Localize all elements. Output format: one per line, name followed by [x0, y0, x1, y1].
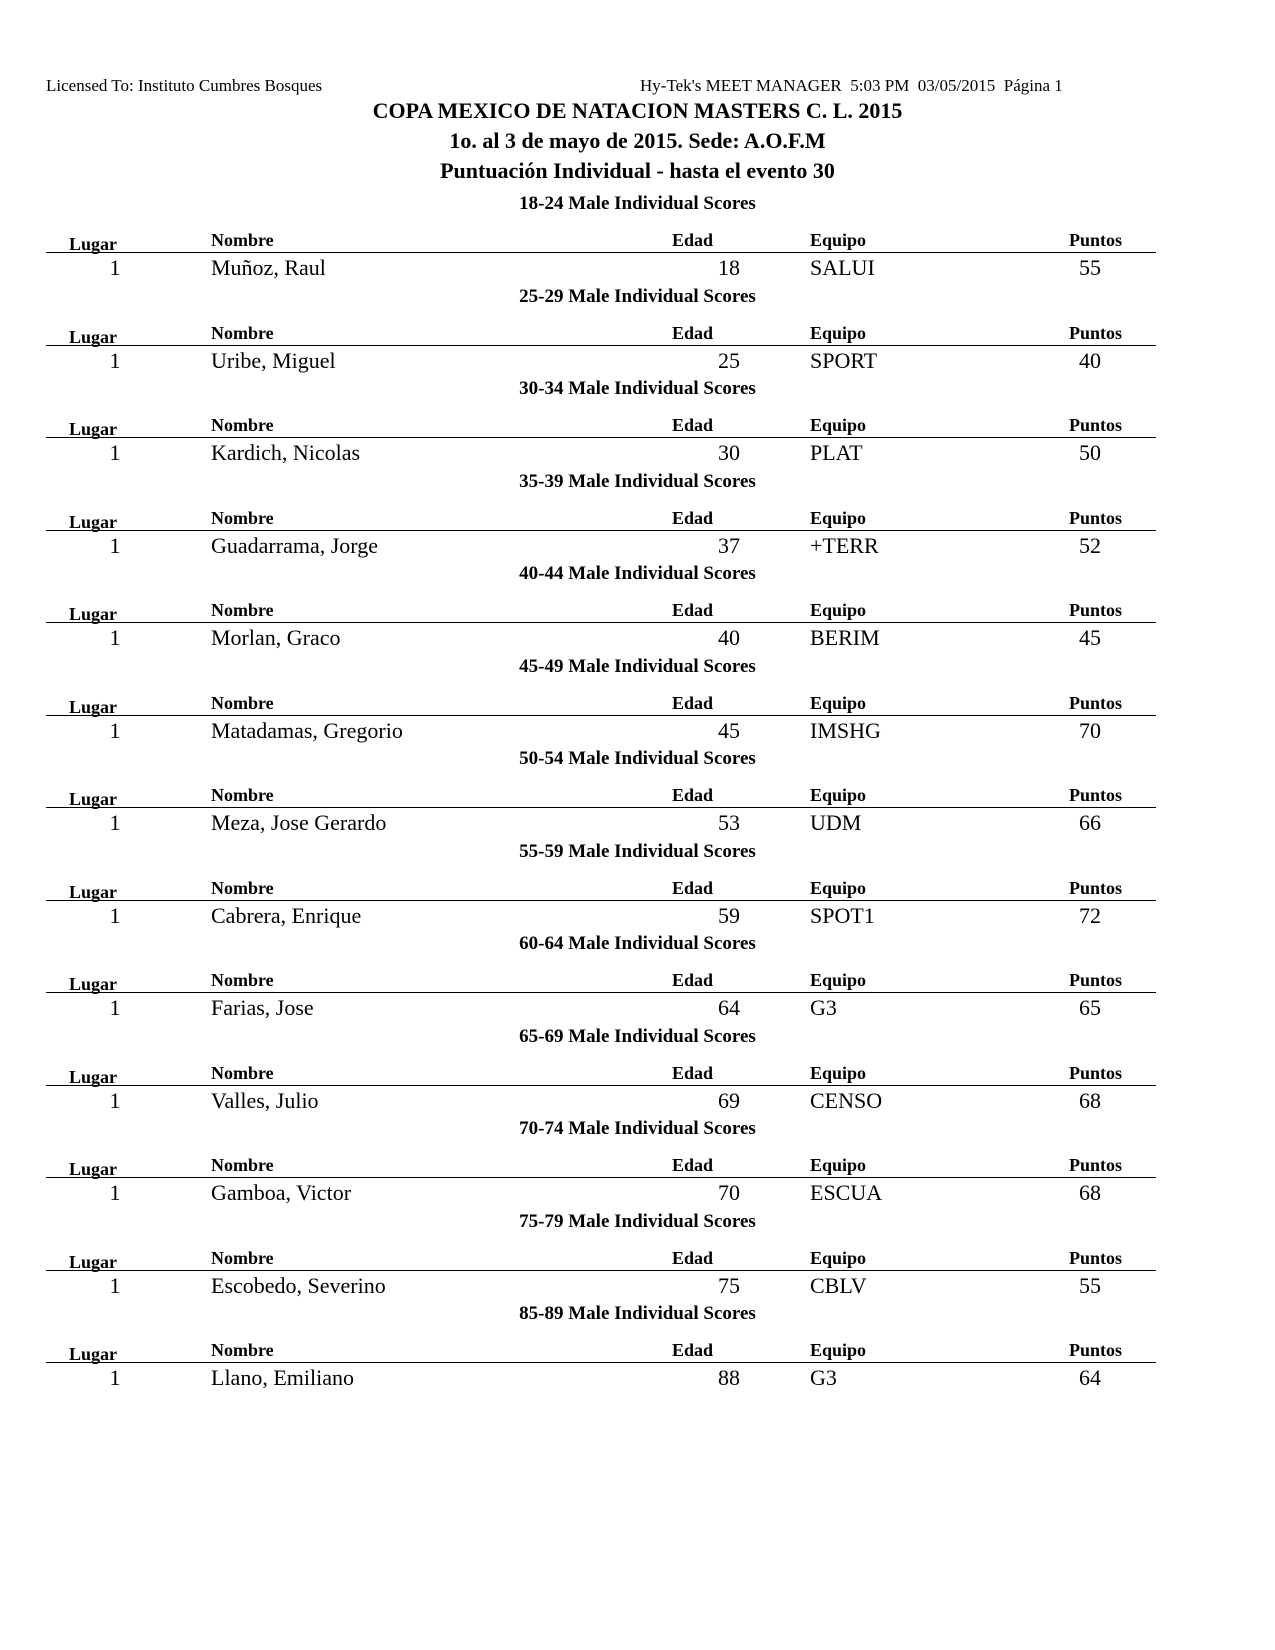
cell-lugar: 1 [109, 995, 121, 1020]
section-title: 30-34 Male Individual Scores [519, 378, 756, 399]
score-sections [0, 193, 1275, 1396]
col-header-edad: Edad [672, 692, 714, 713]
age-group-section [0, 1211, 1275, 1304]
col-header-puntos: Puntos [1069, 785, 1123, 805]
age-group-section [0, 748, 1275, 841]
header-rule [46, 1362, 1156, 1363]
col-header-nombre: Nombre [211, 415, 274, 435]
cell-equipo: ESCUA [810, 1180, 883, 1205]
col-header-equipo: Equipo [810, 1155, 867, 1175]
col-header-nombre: Nombre [211, 1062, 274, 1083]
cell-nombre: Cabrera, Enrique [211, 902, 362, 928]
col-header-puntos: Puntos [1069, 1155, 1123, 1175]
section-title: 65-69 Male Individual Scores [519, 1025, 756, 1047]
age-group-section [0, 933, 1275, 1026]
col-header-equipo: Equipo [810, 970, 867, 990]
col-header-edad: Edad [672, 877, 714, 898]
age-group-section [0, 656, 1275, 749]
section-title: 45-49 Male Individual Scores [519, 655, 756, 677]
section-title: 25-29 Male Individual Scores [519, 285, 756, 307]
col-header-lugar: Lugar [69, 326, 118, 347]
col-header-lugar: Lugar [69, 789, 118, 809]
header-rule [46, 1177, 1156, 1178]
cell-equipo: G3 [810, 1365, 837, 1390]
col-header-equipo: Equipo [810, 692, 867, 713]
col-header-lugar: Lugar [69, 234, 118, 254]
cell-puntos: 68 [1079, 1180, 1101, 1205]
header-rule [46, 345, 1156, 346]
col-header-edad: Edad [672, 1155, 714, 1175]
section-title: 70-74 Male Individual Scores [519, 1118, 756, 1139]
cell-puntos: 68 [1079, 1087, 1101, 1113]
col-header-equipo: Equipo [810, 415, 867, 435]
col-header-edad: Edad [672, 785, 714, 805]
meet-dates: 1o. al 3 de mayo de 2015. Sede: A.O.F.M [449, 128, 826, 153]
header-rule [46, 622, 1156, 623]
col-header-puntos: Puntos [1069, 970, 1123, 990]
cell-lugar: 1 [109, 440, 121, 465]
cell-nombre: Matadamas, Gregorio [211, 717, 403, 743]
cell-nombre: Escobedo, Severino [211, 1272, 386, 1298]
age-group-section [0, 378, 1275, 471]
col-header-equipo: Equipo [810, 1340, 867, 1360]
col-header-equipo: Equipo [810, 1062, 867, 1083]
cell-equipo: UDM [810, 810, 862, 835]
col-header-nombre: Nombre [211, 692, 274, 713]
header-rule [46, 807, 1156, 808]
cell-edad: 40 [718, 625, 740, 650]
cell-equipo: SPORT [810, 347, 878, 373]
col-header-puntos: Puntos [1069, 415, 1123, 435]
cell-edad: 18 [718, 255, 740, 280]
col-header-edad: Edad [672, 1062, 714, 1083]
section-title: 35-39 Male Individual Scores [519, 470, 756, 492]
col-header-equipo: Equipo [810, 1247, 867, 1268]
col-header-edad: Edad [672, 600, 714, 620]
col-header-puntos: Puntos [1069, 1247, 1123, 1268]
cell-edad: 25 [718, 347, 740, 373]
age-group-section [0, 563, 1275, 656]
cell-edad: 75 [718, 1272, 740, 1298]
cell-nombre: Valles, Julio [211, 1087, 319, 1113]
section-title: 18-24 Male Individual Scores [519, 193, 756, 214]
header-rule [46, 715, 1156, 716]
cell-lugar: 1 [109, 532, 121, 558]
col-header-equipo: Equipo [810, 600, 867, 620]
cell-lugar: 1 [109, 717, 121, 743]
col-header-lugar: Lugar [69, 511, 118, 532]
col-header-puntos: Puntos [1069, 507, 1123, 528]
col-header-lugar: Lugar [69, 881, 118, 902]
cell-puntos: 55 [1079, 255, 1101, 280]
cell-nombre: Guadarrama, Jorge [211, 532, 378, 558]
cell-lugar: 1 [109, 1087, 121, 1113]
col-header-nombre: Nombre [211, 1155, 274, 1175]
col-header-lugar: Lugar [69, 419, 118, 439]
col-header-nombre: Nombre [211, 785, 274, 805]
cell-puntos: 40 [1079, 347, 1101, 373]
section-title: 40-44 Male Individual Scores [519, 563, 756, 584]
header-rule [46, 437, 1156, 438]
header-rule [46, 1270, 1156, 1271]
age-group-section [0, 1303, 1275, 1396]
col-header-puntos: Puntos [1069, 322, 1123, 343]
col-header-edad: Edad [672, 322, 714, 343]
cell-edad: 53 [718, 810, 740, 835]
cell-nombre: Muñoz, Raul [211, 255, 326, 280]
cell-edad: 69 [718, 1087, 740, 1113]
cell-equipo: G3 [810, 995, 837, 1020]
cell-nombre: Farias, Jose [211, 995, 314, 1020]
section-title: 55-59 Male Individual Scores [519, 840, 756, 862]
col-header-lugar: Lugar [69, 1066, 118, 1087]
cell-equipo: BERIM [810, 625, 880, 650]
col-header-equipo: Equipo [810, 877, 867, 898]
cell-nombre: Kardich, Nicolas [211, 440, 361, 465]
cell-puntos: 65 [1079, 995, 1101, 1020]
cell-nombre: Llano, Emiliano [211, 1365, 354, 1390]
cell-nombre: Morlan, Graco [211, 625, 341, 650]
cell-edad: 59 [718, 902, 740, 928]
cell-edad: 64 [718, 995, 740, 1020]
col-header-nombre: Nombre [211, 970, 274, 990]
cell-edad: 37 [718, 532, 740, 558]
header-rule [46, 992, 1156, 993]
cell-lugar: 1 [109, 1365, 121, 1390]
col-header-lugar: Lugar [69, 1159, 118, 1179]
age-group-section [0, 1026, 1275, 1119]
col-header-puntos: Puntos [1069, 692, 1123, 713]
col-header-lugar: Lugar [69, 1251, 118, 1272]
header-rule [46, 252, 1156, 253]
cell-lugar: 1 [109, 255, 121, 280]
cell-equipo: PLAT [810, 440, 863, 465]
col-header-equipo: Equipo [810, 322, 867, 343]
cell-equipo: SALUI [810, 255, 875, 280]
cell-puntos: 66 [1079, 810, 1101, 835]
license-line: Licensed To: Instituto Cumbres Bosques [46, 76, 323, 95]
cell-lugar: 1 [109, 625, 121, 650]
cell-equipo: CBLV [810, 1272, 867, 1298]
col-header-edad: Edad [672, 1340, 714, 1360]
cell-lugar: 1 [109, 1180, 121, 1205]
col-header-equipo: Equipo [810, 785, 867, 805]
col-header-edad: Edad [672, 970, 714, 990]
header-rule [46, 530, 1156, 531]
cell-puntos: 64 [1079, 1365, 1101, 1390]
col-header-nombre: Nombre [211, 322, 274, 343]
col-header-nombre: Nombre [211, 877, 274, 898]
cell-puntos: 52 [1079, 532, 1101, 558]
cell-edad: 30 [718, 440, 740, 465]
cell-edad: 45 [718, 717, 740, 743]
cell-puntos: 50 [1079, 440, 1101, 465]
meet-title: COPA MEXICO DE NATACION MASTERS C. L. 2015 [372, 98, 903, 123]
col-header-puntos: Puntos [1069, 600, 1123, 620]
age-group-section [0, 841, 1275, 934]
header-rule [46, 900, 1156, 901]
col-header-lugar: Lugar [69, 604, 118, 624]
col-header-nombre: Nombre [211, 230, 274, 250]
cell-lugar: 1 [109, 902, 121, 928]
cell-puntos: 55 [1079, 1272, 1101, 1298]
section-title: 60-64 Male Individual Scores [519, 933, 756, 954]
section-title: 50-54 Male Individual Scores [519, 748, 756, 769]
col-header-lugar: Lugar [69, 696, 118, 717]
col-header-nombre: Nombre [211, 507, 274, 528]
col-header-puntos: Puntos [1069, 230, 1123, 250]
cell-lugar: 1 [109, 810, 121, 835]
section-title: 85-89 Male Individual Scores [519, 1303, 756, 1324]
cell-nombre: Meza, Jose Gerardo [211, 810, 387, 835]
col-header-puntos: Puntos [1069, 877, 1123, 898]
col-header-edad: Edad [672, 507, 714, 528]
col-header-lugar: Lugar [69, 974, 118, 994]
report-title: Puntuación Individual - hasta el evento 30 [440, 158, 835, 183]
cell-lugar: 1 [109, 347, 121, 373]
age-group-section [0, 1118, 1275, 1211]
header-rule [46, 1085, 1156, 1086]
cell-lugar: 1 [109, 1272, 121, 1298]
age-group-section [0, 286, 1275, 379]
software-line: Hy-Tek's MEET MANAGER 5:03 PM 03/05/2015 Página 1 [640, 76, 1063, 95]
cell-edad: 70 [718, 1180, 740, 1205]
cell-puntos: 70 [1079, 717, 1101, 743]
col-header-nombre: Nombre [211, 1340, 274, 1360]
col-header-edad: Edad [672, 415, 714, 435]
col-header-lugar: Lugar [69, 1344, 118, 1364]
cell-nombre: Uribe, Miguel [211, 347, 336, 373]
age-group-section [0, 193, 1275, 286]
cell-nombre: Gamboa, Victor [211, 1180, 352, 1205]
col-header-edad: Edad [672, 1247, 714, 1268]
col-header-nombre: Nombre [211, 600, 274, 620]
col-header-equipo: Equipo [810, 230, 867, 250]
cell-edad: 88 [718, 1365, 740, 1390]
cell-equipo: SPOT1 [810, 902, 875, 928]
cell-equipo: CENSO [810, 1087, 883, 1113]
col-header-puntos: Puntos [1069, 1340, 1123, 1360]
cell-puntos: 45 [1079, 625, 1101, 650]
section-title: 75-79 Male Individual Scores [519, 1210, 756, 1232]
col-header-equipo: Equipo [810, 507, 867, 528]
col-header-puntos: Puntos [1069, 1062, 1123, 1083]
cell-equipo: +TERR [810, 532, 879, 558]
cell-equipo: IMSHG [810, 717, 881, 743]
col-header-edad: Edad [672, 230, 714, 250]
col-header-nombre: Nombre [211, 1247, 274, 1268]
age-group-section [0, 471, 1275, 564]
cell-puntos: 72 [1079, 902, 1101, 928]
